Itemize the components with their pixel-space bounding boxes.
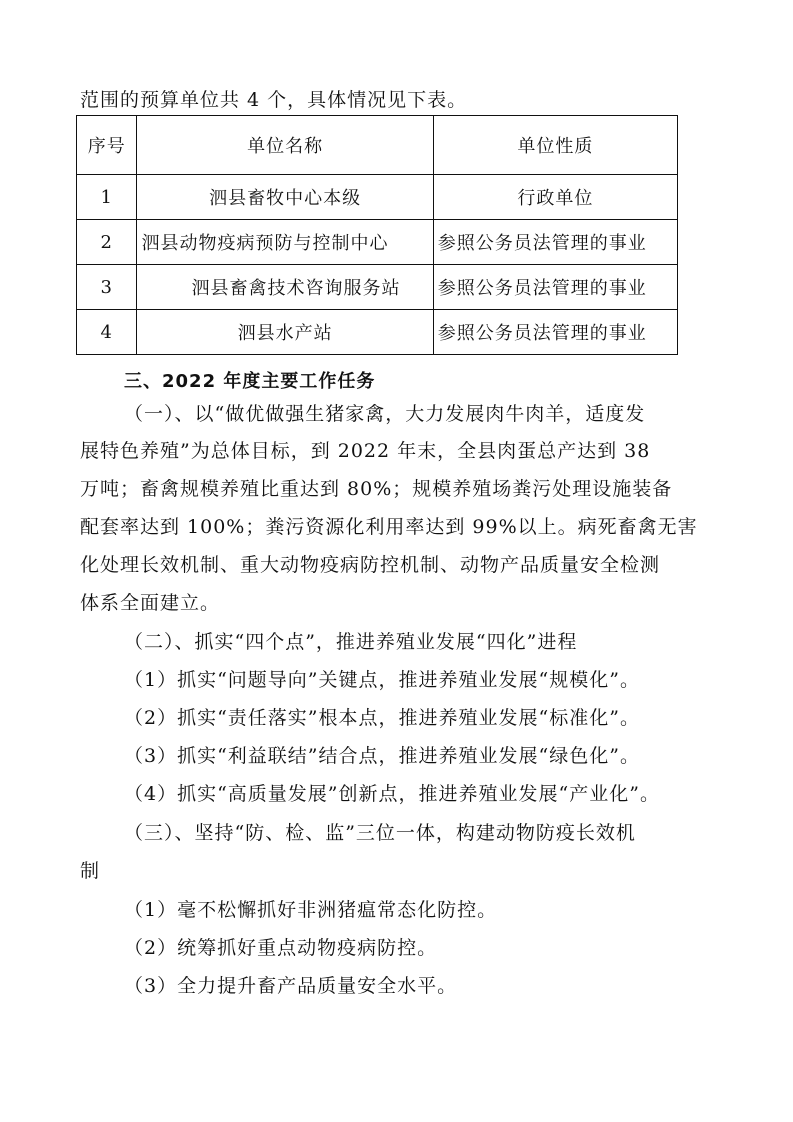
paragraph-line: （3）抓实“利益联结”结合点，推进养殖业发展“绿色化”。 <box>124 745 640 767</box>
table-row <box>77 175 678 220</box>
cell-unit-type: 参照公务员法管理的事业 <box>433 265 677 310</box>
table-header-row <box>77 116 678 175</box>
paragraph-line: 万吨；畜禽规模养殖比重达到 80%；规模养殖场粪污处理设施装备 <box>80 478 673 500</box>
table-row <box>77 265 678 310</box>
cell-unit-name: 泗县畜禽技术咨询服务站 <box>137 265 433 310</box>
cell-unit-type: 参照公务员法管理的事业 <box>433 220 677 265</box>
intro-text: 范围的预算单位共 4 个，具体情况见下表。 <box>80 89 468 111</box>
paragraph-line: 化处理长效机制、重大动物疫病防控机制、动物产品质量安全检测 <box>80 554 661 576</box>
cell-unit-type: 行政单位 <box>433 175 677 220</box>
paragraph-line: （一）、以“做优做强生猪家禽，大力发展肉牛肉羊，适度发 <box>124 403 646 425</box>
cell-index: 2 <box>77 220 137 265</box>
paragraph-line: （2）抓实“责任落实”根本点，推进养殖业发展“标准化”。 <box>124 707 640 729</box>
paragraph-line: （2）统筹抓好重点动物疫病防控。 <box>124 937 438 959</box>
cell-index: 3 <box>77 265 137 310</box>
paragraph-line: 配套率达到 100%；粪污资源化利用率达到 99%以上。病死畜禽无害 <box>80 516 698 538</box>
table-row <box>77 310 678 355</box>
paragraph-line: （4）抓实“高质量发展”创新点，推进养殖业发展“产业化”。 <box>124 783 660 805</box>
header-unit-name: 单位名称 <box>137 116 433 175</box>
cell-unit-name: 泗县动物疫病预防与控制中心 <box>137 220 433 265</box>
paragraph-line: （二）、抓实“四个点”，推进养殖业发展“四化”进程 <box>124 631 578 653</box>
paragraph-line: （1）抓实“问题导向”关键点，推进养殖业发展“规模化”。 <box>124 669 640 691</box>
paragraph-line: 展特色养殖”为总体目标，到 2022 年末，全县肉蛋总产达到 38 <box>80 440 651 462</box>
header-unit-type: 单位性质 <box>433 116 677 175</box>
paragraph-line: （三）、坚持“防、检、监”三位一体，构建动物防疫长效机 <box>124 822 636 844</box>
cell-index: 4 <box>77 310 137 355</box>
cell-unit-name: 泗县水产站 <box>137 310 433 355</box>
cell-unit-name: 泗县畜牧中心本级 <box>137 175 433 220</box>
paragraph-line: （1）毫不松懈抓好非洲猪瘟常态化防控。 <box>124 899 498 921</box>
budget-units-table <box>76 115 678 355</box>
cell-index: 1 <box>77 175 137 220</box>
table-row <box>77 220 678 265</box>
header-index: 序号 <box>77 116 137 175</box>
cell-unit-type: 参照公务员法管理的事业 <box>433 310 677 355</box>
paragraph-line: 体系全面建立。 <box>80 592 221 614</box>
paragraph-line: 制 <box>80 860 101 882</box>
section-heading: 三、2022 年度主要工作任务 <box>124 371 376 392</box>
paragraph-line: （3）全力提升畜产品质量安全水平。 <box>124 975 458 997</box>
